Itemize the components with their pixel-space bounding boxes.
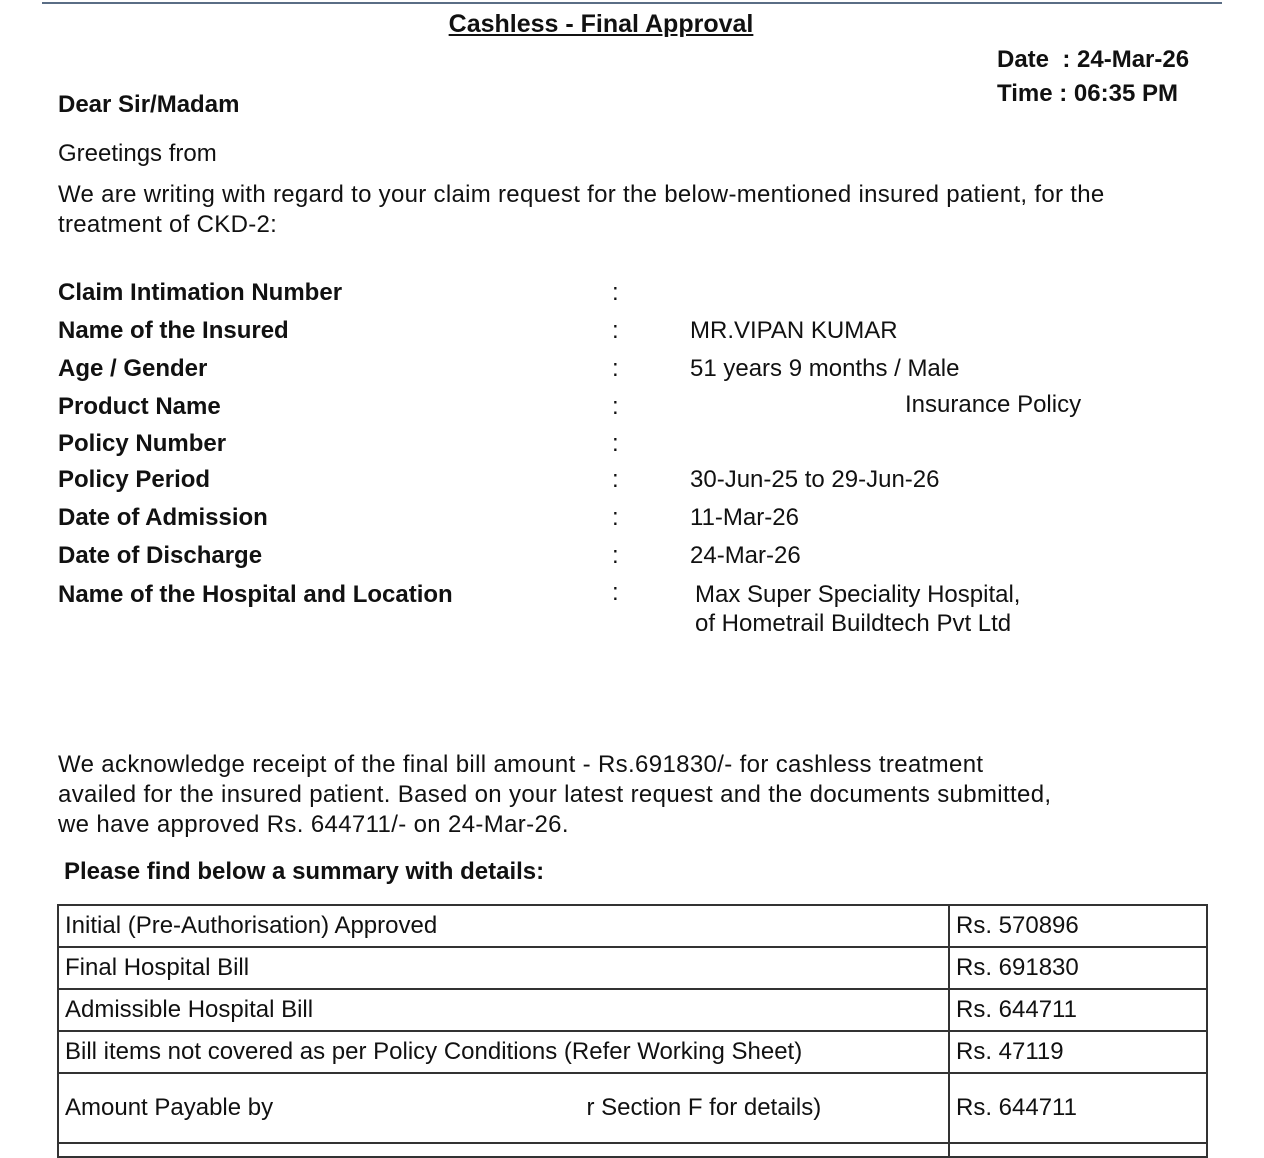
field-label: Policy Period [58, 466, 211, 493]
table-row [58, 947, 1207, 989]
hospital-line-2: of Hometrail Buildtech Pvt Ltd [695, 610, 1012, 637]
field-colon: : [612, 355, 619, 382]
field-value: MR.VIPAN KUMAR [690, 317, 898, 344]
redacted-company [223, 141, 483, 161]
field-label: Name of the Hospital and Location [58, 581, 453, 608]
field-colon: : [612, 317, 619, 344]
top-divider [42, 2, 1222, 4]
page-title: Cashless - Final Approval [448, 10, 754, 38]
row-amount [949, 1143, 1207, 1157]
field-value: Insurance Policy [905, 391, 1082, 418]
ack-line-2: availed for the insured patient. Based on your latest request and the documents submitted, [58, 781, 1052, 808]
greeting-text: Greetings from [58, 140, 217, 167]
field-colon: : [612, 579, 619, 606]
summary-heading: Please find below a summary with details: [64, 858, 545, 885]
field-label: Age / Gender [58, 355, 208, 382]
row-item-end: r Section F for details) [586, 1094, 822, 1121]
field-label: Product Name [58, 393, 221, 420]
table-row [58, 1073, 1207, 1143]
acknowledgement-paragraph [58, 750, 1051, 840]
greeting [58, 139, 483, 169]
time-value: 06:35 PM [1073, 80, 1178, 107]
row-item: Final Hospital Bill [58, 947, 949, 989]
field-colon: : [612, 466, 619, 493]
hospital-address [695, 580, 1020, 638]
row-amount: Rs. 644711 [949, 1073, 1207, 1143]
ack-line-3: we have approved Rs. 644711/- on 24-Mar-26. [58, 811, 569, 838]
row-amount: Rs. 644711 [949, 989, 1207, 1031]
date-line: Date : 24-Mar-26 [997, 46, 1190, 73]
time-label: Time [997, 80, 1053, 107]
field-label: Policy Number [58, 430, 227, 457]
table-row [58, 905, 1207, 947]
table-row [58, 1143, 1207, 1157]
row-amount: Rs. 570896 [949, 905, 1207, 947]
row-amount: Rs. 47119 [949, 1031, 1207, 1073]
field-colon: : [612, 393, 619, 420]
field-label: Date of Discharge [58, 542, 263, 569]
hospital-line-1: Max Super Speciality Hospital, [695, 581, 1021, 608]
row-item: Admissible Hospital Bill [58, 989, 949, 1031]
row-item-start: Amount Payable by [65, 1094, 274, 1121]
date-label: Date [997, 46, 1050, 73]
intro-paragraph: We are writing with regard to your claim request for the below-mentioned insured patient, for the treatment of CKD-2: [58, 181, 1105, 238]
row-item: Bill items not covered as per Policy Conditions (Refer Working Sheet) [58, 1031, 949, 1073]
field-value: 30-Jun-25 to 29-Jun-26 [690, 466, 940, 493]
field-label: Date of Admission [58, 504, 268, 531]
date-value: 24-Mar-26 [1077, 46, 1190, 73]
row-item [58, 1073, 949, 1143]
salutation: Dear Sir/Madam [58, 91, 240, 118]
row-item: Initial (Pre-Authorisation) Approved [58, 905, 949, 947]
summary-table [57, 904, 1208, 1158]
field-colon: : [612, 279, 619, 306]
field-colon: : [612, 542, 619, 569]
time-line: Time : 06:35 PM [997, 80, 1178, 107]
ack-line-1: We acknowledge receipt of the final bill amount - Rs.691830/- for cashless treatment [58, 751, 984, 778]
field-label: Name of the Insured [58, 317, 289, 344]
row-item [58, 1143, 949, 1157]
field-colon: : [612, 430, 619, 457]
field-colon: : [612, 504, 619, 531]
field-value: 51 years 9 months / Male [690, 355, 960, 382]
table-row [58, 1031, 1207, 1073]
field-label: Claim Intimation Number [58, 279, 343, 306]
row-amount: Rs. 691830 [949, 947, 1207, 989]
field-value: 24-Mar-26 [690, 542, 801, 569]
field-value: 11-Mar-26 [690, 504, 799, 531]
table-row [58, 989, 1207, 1031]
